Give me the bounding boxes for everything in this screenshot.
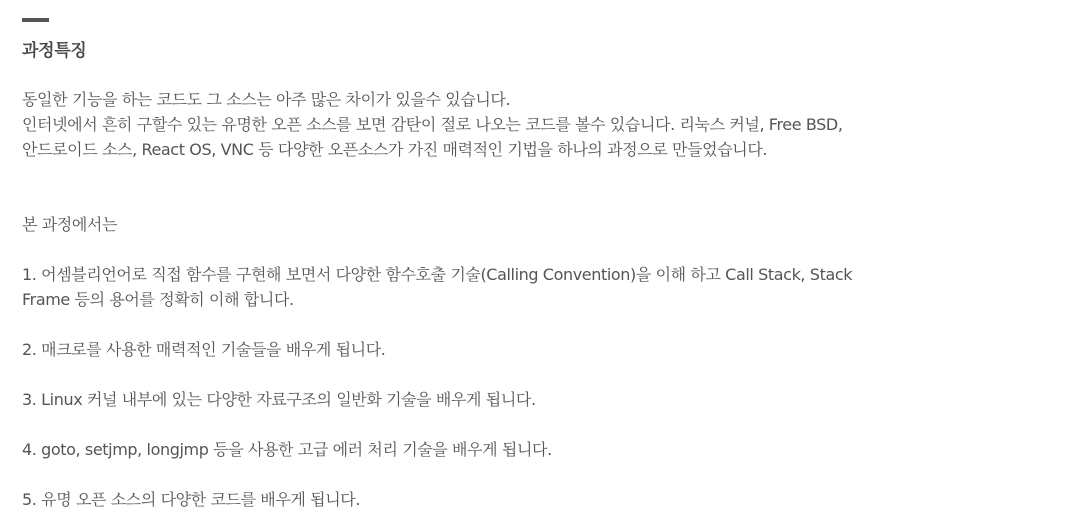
spacer — [22, 312, 1062, 337]
section-accent-bar — [22, 18, 49, 22]
spacer — [22, 162, 1062, 212]
course-item-2: 2. 매크로를 사용한 매력적인 기술들을 배우게 됩니다. — [22, 340, 386, 359]
spacer — [22, 362, 1062, 387]
course-item-1-line-2: Frame 등의 용어를 정확히 이해 합니다. — [22, 290, 294, 309]
course-item-4: 4. goto, setjmp, longjmp 등을 사용한 고급 에러 처리 기술을 배우게 됩니다. — [22, 440, 552, 459]
course-description — [22, 87, 1062, 512]
intro-line-1: 동일한 기능을 하는 코드도 그 소스는 아주 많은 차이가 있을수 있습니다. — [22, 90, 511, 109]
spacer — [22, 237, 1062, 262]
spacer — [22, 462, 1062, 487]
intro-line-2: 인터넷에서 흔히 구할수 있는 유명한 오픈 소스를 보면 감탄이 절로 나오는 코드를 볼수 있습니다. 리눅스 커널, Free BSD, — [22, 115, 843, 134]
intro-line-3: 안드로이드 소스, React OS, VNC 등 다양한 오픈소스가 가진 매력적인 기법을 하나의 과정으로 만들었습니다. — [22, 140, 768, 159]
course-item-5: 5. 유명 오픈 소스의 다양한 코드를 배우게 됩니다. — [22, 490, 361, 509]
section-title: 과정특징 — [22, 41, 87, 61]
course-item-3: 3. Linux 커널 내부에 있는 다양한 자료구조의 일반화 기술을 배우게 됩니다. — [22, 390, 536, 409]
course-lead: 본 과정에서는 — [22, 215, 118, 234]
course-item-1-line-1: 1. 어셈블리언어로 직접 함수를 구현해 보면서 다양한 함수호출 기술(Calling Convention)을 이해 하고 Call Stack, Stack — [22, 265, 853, 284]
spacer — [22, 412, 1062, 437]
